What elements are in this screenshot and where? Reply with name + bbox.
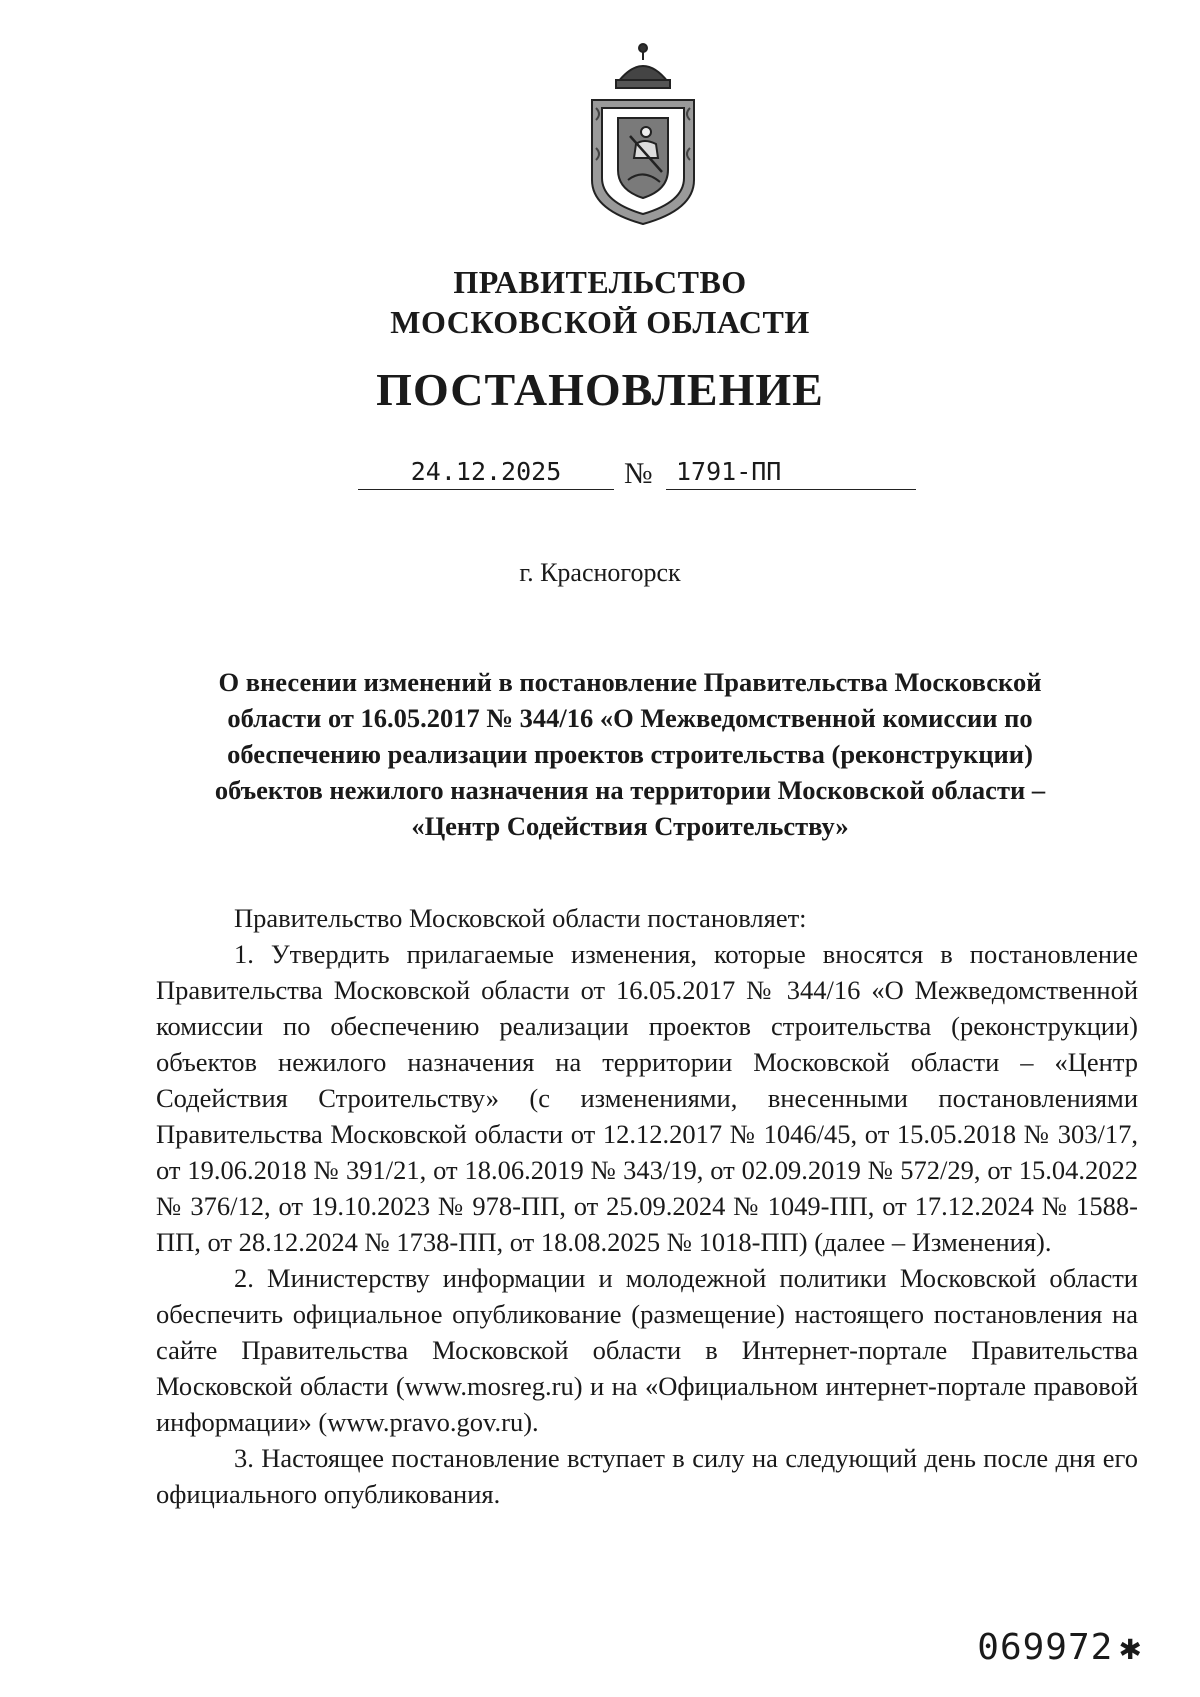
paragraph-3: 3. Настоящее постановление вступает в силу на следующий день после дня его официального опубликования. — [156, 1443, 1138, 1509]
document-number: 1791-ПП — [666, 455, 916, 490]
preamble: Правительство Московской области постановляет: — [234, 903, 807, 933]
document-title: О внесении изменений в постановление Правительства Московской области от 16.05.2017 № 344/16 «О Межведомственной комиссии по обеспечению реализации проектов строительства (реконструкции) объектов нежилого назначения на территории Московской области – «Центр Содействия Строительству» — [214, 667, 1046, 841]
registration-line — [0, 455, 1200, 495]
paragraph-1: 1. Утвердить прилагаемые изменения, которые вносятся в постановление Правительства Московской области от 16.05.2017 № 344/16 «О Межведомственной комиссии по обеспечению реализации проектов строительства (реконструкции) объектов нежилого назначения на территории Московской области – «Центр Содействия Строительству» (с изменениями, внесенными постановлениями Правительства Московской области от 12.12.2017 № 1046/45, от 15.05.2018 № 303/17, от 19.06.2018 № 391/21, от 18.06.2019 № 343/19, от 02.09.2019 № 572/29, от 15.04.2022 № 376/12, от 19.10.2023 № 978-ПП, от 25.09.2024 № 1049-ПП, от 17.12.2024 № 1588-ПП, от 28.12.2024 № 1738-ПП, от 18.08.2025 № 1018-ПП) (далее – Изменения). — [156, 939, 1138, 1257]
issuing-authority-line-2: МОСКОВСКОЙ ОБЛАСТИ — [390, 304, 810, 340]
number-sign: № — [624, 457, 653, 490]
asterisk-icon: ✱ — [1119, 1627, 1142, 1668]
paragraph-2: 2. Министерству информации и молодежной политики Московской области обеспечить официальное опубликование (размещение) настоящего постановления на сайте Правительства Московской области в Интернет-портале Правительства Московской области (www.mosreg.ru) и на «Официальном интернет-портале правовой информации» (www.pravo.gov.ru). — [156, 1263, 1138, 1437]
document-body — [156, 900, 1138, 1512]
serial-number — [977, 1628, 1142, 1668]
issuing-authority — [0, 262, 1200, 342]
coat-of-arms-icon — [578, 40, 708, 230]
city: г. Красногорск — [519, 558, 681, 587]
document-date: 24.12.2025 — [358, 455, 614, 490]
serial-number-value: 069972 — [977, 1627, 1114, 1668]
document-type: ПОСТАНОВЛЕНИЕ — [376, 364, 824, 415]
issuing-authority-line-1: ПРАВИТЕЛЬСТВО — [453, 264, 747, 300]
